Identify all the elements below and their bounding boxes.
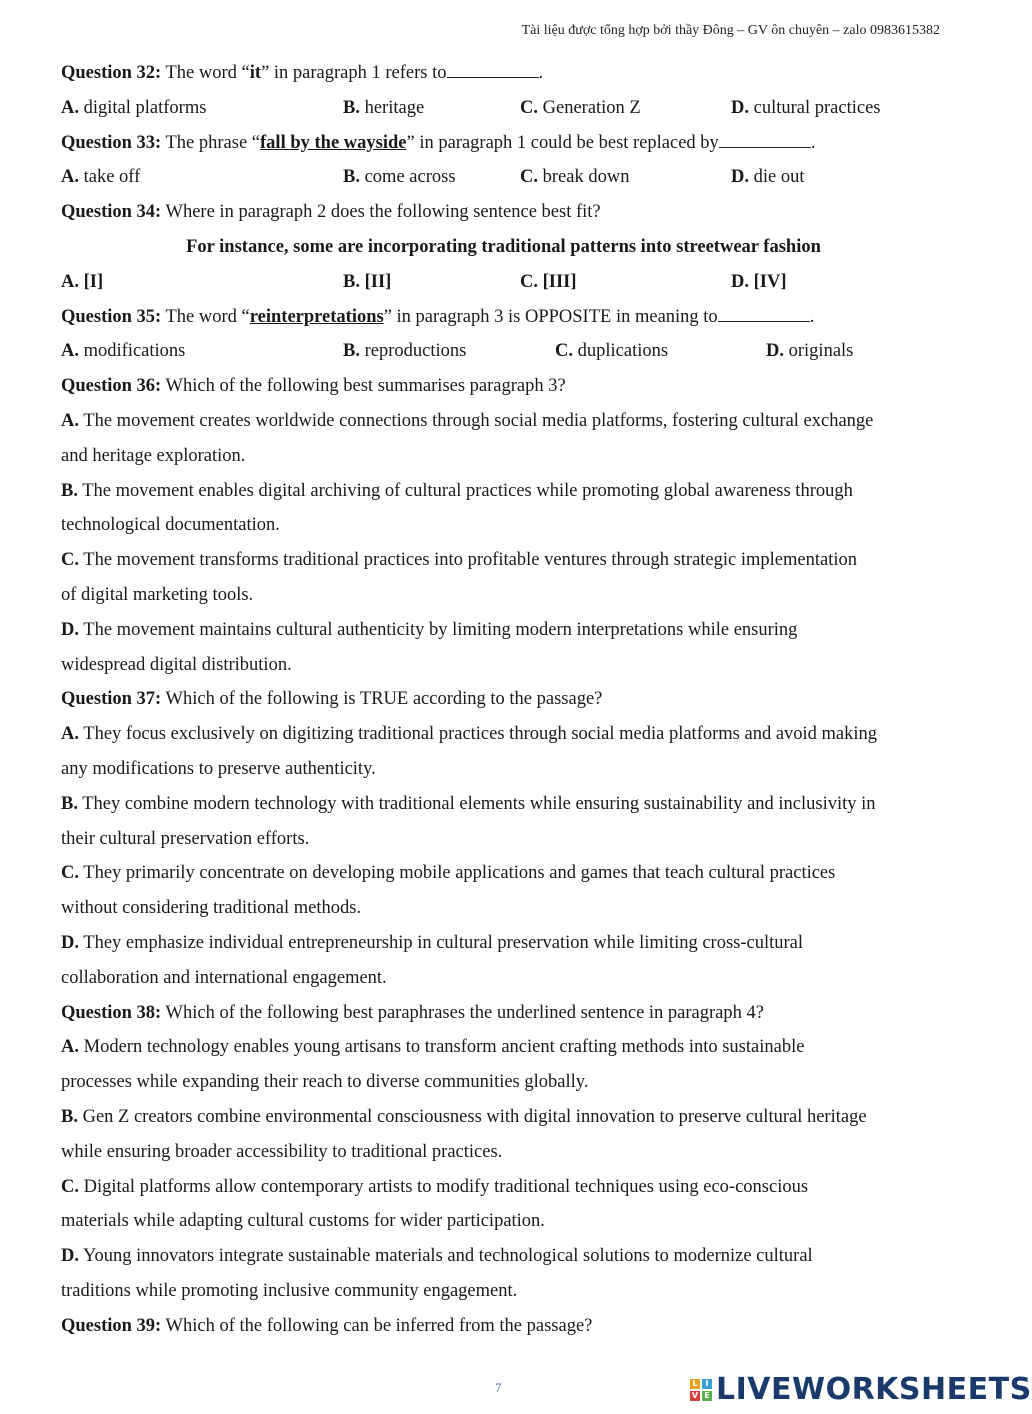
q38-option-d[interactable]: D. Young innovators integrate sustainable materials and technological solutions to modernize cultural traditions while promoting inclusive community engagement. <box>61 1246 813 1301</box>
page-number: 7 <box>495 1380 502 1395</box>
q34-options <box>61 265 946 300</box>
q32-option-c[interactable]: C. Generation Z <box>520 97 641 118</box>
q38-option-c[interactable]: C. Digital platforms allow contemporary artists to modify traditional techniques using eco-conscious materials while adapting cultural customs for wider participation. <box>61 1176 809 1232</box>
q32-option-a[interactable]: A. digital platforms <box>61 97 207 118</box>
q33-option-a[interactable]: A. take off <box>61 167 141 188</box>
q33-option-b[interactable]: B. come across <box>343 167 456 188</box>
q36-option-a[interactable]: A. The movement creates worldwide connections through social media platforms, fostering cultural exchange and heritage exploration. <box>61 410 874 466</box>
q33-target-phrase: fall by the wayside <box>260 132 407 153</box>
question-37: Question 37: Which of the following is TRUE according to the passage? <box>61 689 603 710</box>
liveworksheets-logo <box>690 1372 1032 1407</box>
q35-option-a[interactable]: A. modifications <box>61 341 186 362</box>
question-36: Question 36: Which of the following best summarises paragraph 3? <box>61 376 566 397</box>
q35-target-word: reinterpretations <box>249 306 384 327</box>
answer-blank[interactable] <box>719 127 811 148</box>
q34-option-c[interactable]: C. [III] <box>520 271 577 292</box>
q37-option-d[interactable]: D. They emphasize individual entrepreneurship in cultural preservation while limiting cross-cultural collaboration and international engagement. <box>61 932 804 988</box>
question-content <box>61 56 946 1343</box>
q32-option-d[interactable]: D. cultural practices <box>731 97 881 118</box>
q36-option-b[interactable]: B. The movement enables digital archiving of cultural practices while promoting global awareness through technological documentation. <box>61 480 853 536</box>
q33-option-d[interactable]: D. die out <box>731 167 805 188</box>
q33-option-c[interactable]: C. break down <box>520 167 630 188</box>
q37-option-c[interactable]: C. They primarily concentrate on developing mobile applications and games that teach cultural practices without considering traditional methods. <box>61 863 836 919</box>
q34-option-b[interactable]: B. [II] <box>343 271 392 292</box>
q32-option-b[interactable]: B. heritage <box>343 97 425 118</box>
q33-options <box>61 160 946 195</box>
q32-options <box>61 91 946 126</box>
q35-option-d[interactable]: D. originals <box>766 341 854 362</box>
q34-option-a[interactable]: A. [I] <box>61 271 104 292</box>
q37-option-a[interactable]: A. They focus exclusively on digitizing traditional practices through social media platforms and avoid making any modifications to preserve authenticity. <box>61 724 878 779</box>
question-39: Question 39: Which of the following can be inferred from the passage? <box>61 1315 593 1336</box>
answer-blank[interactable] <box>447 57 539 78</box>
question-35: Question 35: The word “reinterpretations” in paragraph 3 is OPPOSITE in meaning to . <box>61 300 946 335</box>
question-32: Question 32: The word “it” in paragraph 1 refers to . <box>61 56 946 91</box>
q36-option-c[interactable]: C. The movement transforms traditional practices into profitable ventures through strategic implementation of digital marketing tools. <box>61 550 857 605</box>
q37-option-b[interactable]: B. They combine modern technology with traditional elements while ensuring sustainability and inclusivity in their cultural preservation efforts. <box>61 793 876 849</box>
q35-option-c[interactable]: C. duplications <box>555 341 669 362</box>
q34-option-d[interactable]: D. [IV] <box>731 271 787 292</box>
q35-option-b[interactable]: B. reproductions <box>343 341 467 362</box>
q38-option-b[interactable]: B. Gen Z creators combine environmental consciousness with digital innovation to preserve cultural heritage while ensuring broader accessibility to traditional practices. <box>61 1106 867 1162</box>
page-header: Tài liệu được tổng hợp bởi thầy Đông – GV ôn chuyên – zalo 0983615382 <box>521 23 940 38</box>
answer-blank[interactable] <box>718 301 810 322</box>
q38-option-a[interactable]: A. Modern technology enables young artisans to transform ancient crafting methods into sustainable processes while expanding their reach to diverse communities globally. <box>61 1037 805 1093</box>
logo-text: LIVEWORKSHEETS <box>716 1372 1032 1407</box>
q34-insert-sentence: For instance, some are incorporating traditional patterns into streetwear fashion <box>186 236 821 257</box>
q36-option-d[interactable]: D. The movement maintains cultural authenticity by limiting modern interpretations while ensuring widespread digital distribution. <box>61 619 798 675</box>
question-38: Question 38: Which of the following best paraphrases the underlined sentence in paragraph 4? <box>61 1002 764 1023</box>
q32-target-word: it <box>249 63 262 83</box>
q35-options <box>61 334 946 369</box>
question-33: Question 33: The phrase “fall by the wayside” in paragraph 1 could be best replaced by . <box>61 126 946 161</box>
question-34: Question 34: Where in paragraph 2 does the following sentence best fit? <box>61 202 601 223</box>
liveworksheets-icon: L I V E <box>690 1379 712 1401</box>
